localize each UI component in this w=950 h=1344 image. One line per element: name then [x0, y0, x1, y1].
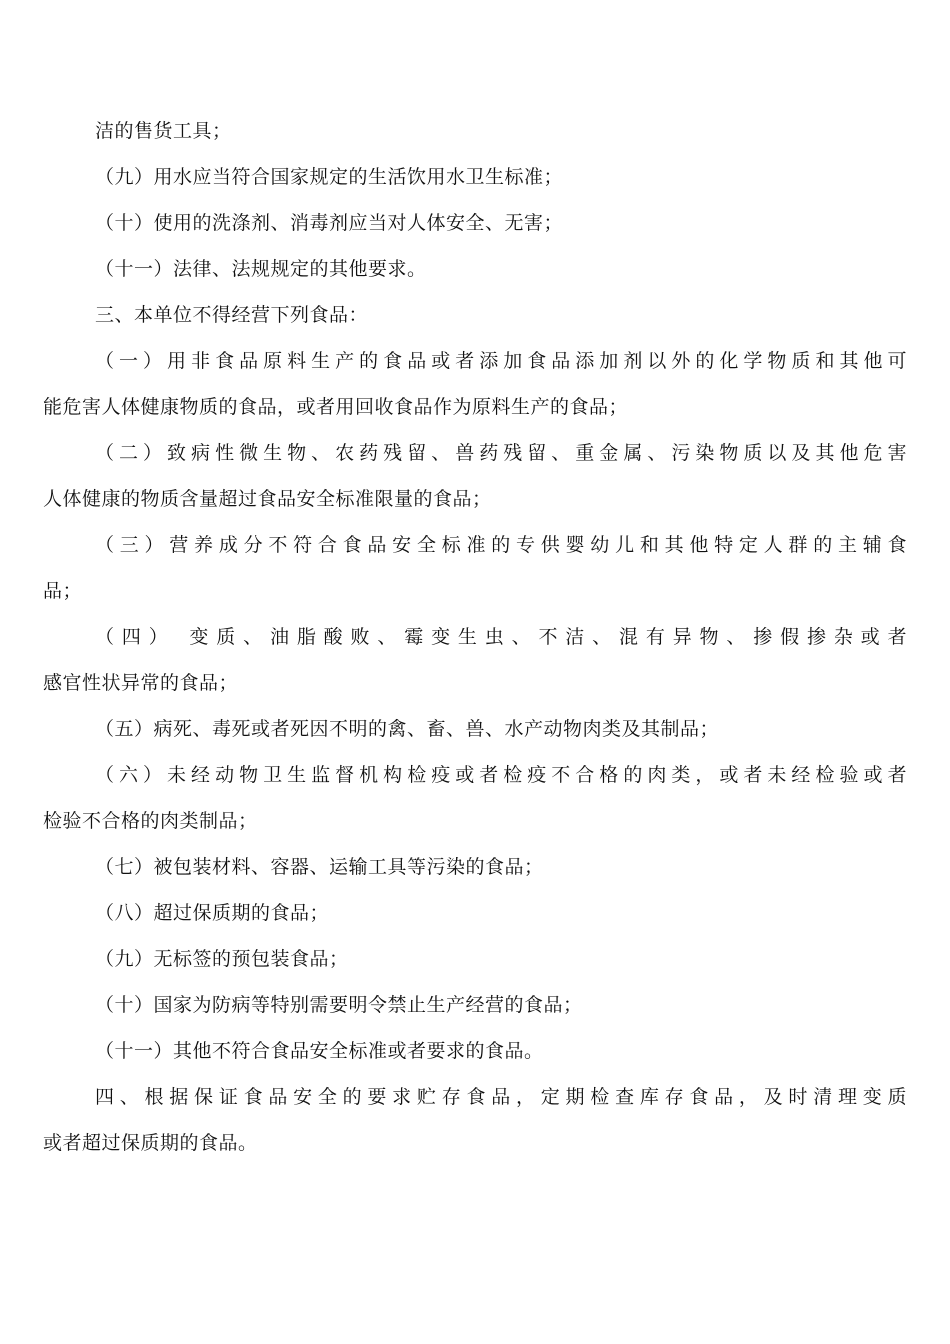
- paragraph-line: （二）致病性微生物、农药残留、兽药残留、重金属、污染物质以及其他危害: [95, 442, 907, 464]
- paragraph-line: 洁的售货工具；: [95, 120, 232, 142]
- paragraph-line: 检验不合格的肉类制品；: [43, 810, 258, 832]
- paragraph-line: （一）用非食品原料生产的食品或者添加食品添加剂以外的化学物质和其他可: [95, 350, 907, 372]
- paragraph-line: 或者超过保质期的食品。: [43, 1132, 258, 1154]
- paragraph-line: （五）病死、毒死或者死因不明的禽、畜、兽、水产动物肉类及其制品；: [95, 718, 720, 740]
- paragraph-line: （八）超过保质期的食品；: [95, 902, 330, 924]
- paragraph-line: （十）国家为防病等特别需要明令禁止生产经营的食品；: [95, 994, 583, 1016]
- paragraph-line: 感官性状异常的食品；: [43, 672, 239, 694]
- paragraph-line: 能危害人体健康物质的食品，或者用回收食品作为原料生产的食品；: [43, 396, 629, 418]
- section-heading: 四、根据保证食品安全的要求贮存食品，定期检查库存食品，及时清理变质: [95, 1086, 907, 1108]
- paragraph-line: （十一）法律、法规规定的其他要求。: [95, 258, 427, 280]
- paragraph-line: 品；: [43, 580, 83, 602]
- paragraph-line: （十一）其他不符合食品安全标准或者要求的食品。: [95, 1040, 544, 1062]
- paragraph-line: （六）未经动物卫生监督机构检疫或者检疫不合格的肉类，或者未经检验或者: [95, 764, 907, 786]
- paragraph-line: 人体健康的物质含量超过食品安全标准限量的食品；: [43, 488, 492, 510]
- section-heading: 三、本单位不得经营下列食品：: [95, 304, 369, 326]
- paragraph-line: （四） 变质、油脂酸败、霉变生虫、不洁、混有异物、掺假掺杂或者: [95, 626, 907, 648]
- paragraph-line: （十）使用的洗涤剂、消毒剂应当对人体安全、无害；: [95, 212, 564, 234]
- paragraph-line: （七）被包装材料、容器、运输工具等污染的食品；: [95, 856, 544, 878]
- paragraph-line: （三）营养成分不符合食品安全标准的专供婴幼儿和其他特定人群的主辅食: [95, 534, 907, 556]
- paragraph-line: （九）用水应当符合国家规定的生活饮用水卫生标准；: [95, 166, 564, 188]
- paragraph-line: （九）无标签的预包装食品；: [95, 948, 349, 970]
